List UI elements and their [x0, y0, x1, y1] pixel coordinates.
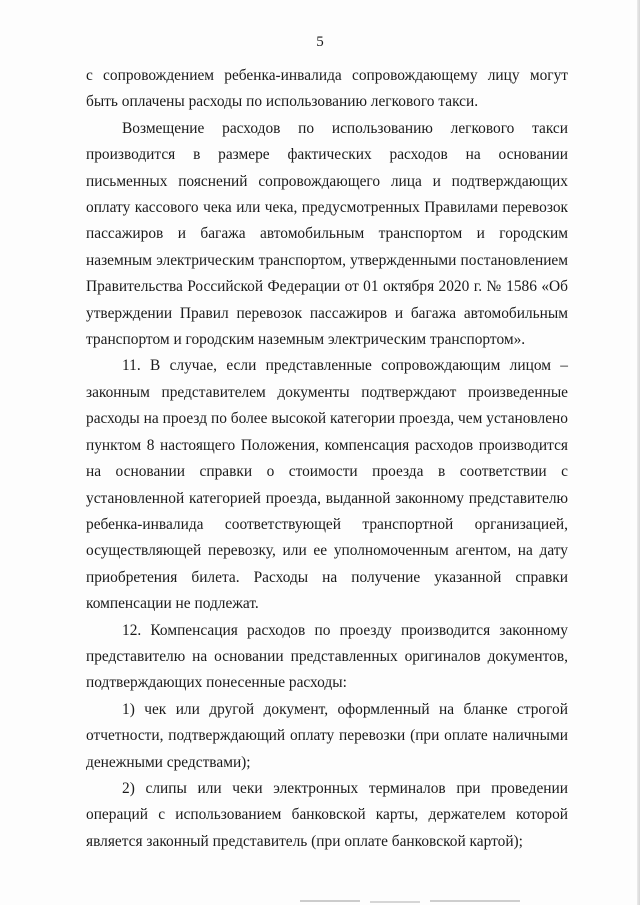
list-item-clause-12-1: 1) чек или другой документ, оформленный на бланке строгой отчетности, подтверждающий оплату перевозки (при оплате наличными денежными средствами);	[86, 700, 568, 771]
document-body	[86, 63, 568, 855]
paragraph-taxi-reimbursement: Возмещение расходов по использованию легкового такси производится в размере фактических расходов на основании письменных пояснений сопровождающего лица и подтверждающих оплату кассового чека или чека, предусмотренных Правилами перевозок пассажиров и багажа автомобильным транспортом и городским наземным электрическим транспортом, утвержденными постановлением Правительства Российской Федерации от 01 октября 2020 г. № 1586 «Об утверждении Правил перевозок пассажиров и багажа автомобильным транспортом и городским наземным электрическим транспортом».	[86, 119, 568, 349]
page-number: 5	[316, 34, 324, 50]
paragraph-clause-12: 12. Компенсация расходов по проезду производится законному представителю на основании представленных оригиналов документов, подтверждающих понесенные расходы:	[86, 621, 568, 692]
scan-bottom-artifacts	[0, 893, 640, 905]
paragraph-clause-11: 11. В случае, если представленные сопровождающим лицом – законным представителем документы подтверждают произведенные расходы на проезд по более высокой категории проезда, чем установлено пунктом 8 настоящего Положения, компенсация расходов производится на основании справки о стоимости проезда в соответствии с установленной категорией проезда, выданной законному представителю ребенка-инвалида соответствующей транспортной организацией, осуществляющей перевозку, или ее уполномоченным агентом, на дату приобретения билета. Расходы на получение указанной справки компенсации не подлежат.	[86, 357, 568, 613]
list-item-clause-12-2: 2) слипы или чеки электронных терминалов при проведении операций с использованием банковской карты, держателем которой является законный представитель (при оплате банковской картой);	[86, 779, 568, 850]
paragraph-continuation: с сопровождением ребенка-инвалида сопровождающему лицу могут быть оплачены расходы по использованию легкового такси.	[86, 67, 568, 111]
